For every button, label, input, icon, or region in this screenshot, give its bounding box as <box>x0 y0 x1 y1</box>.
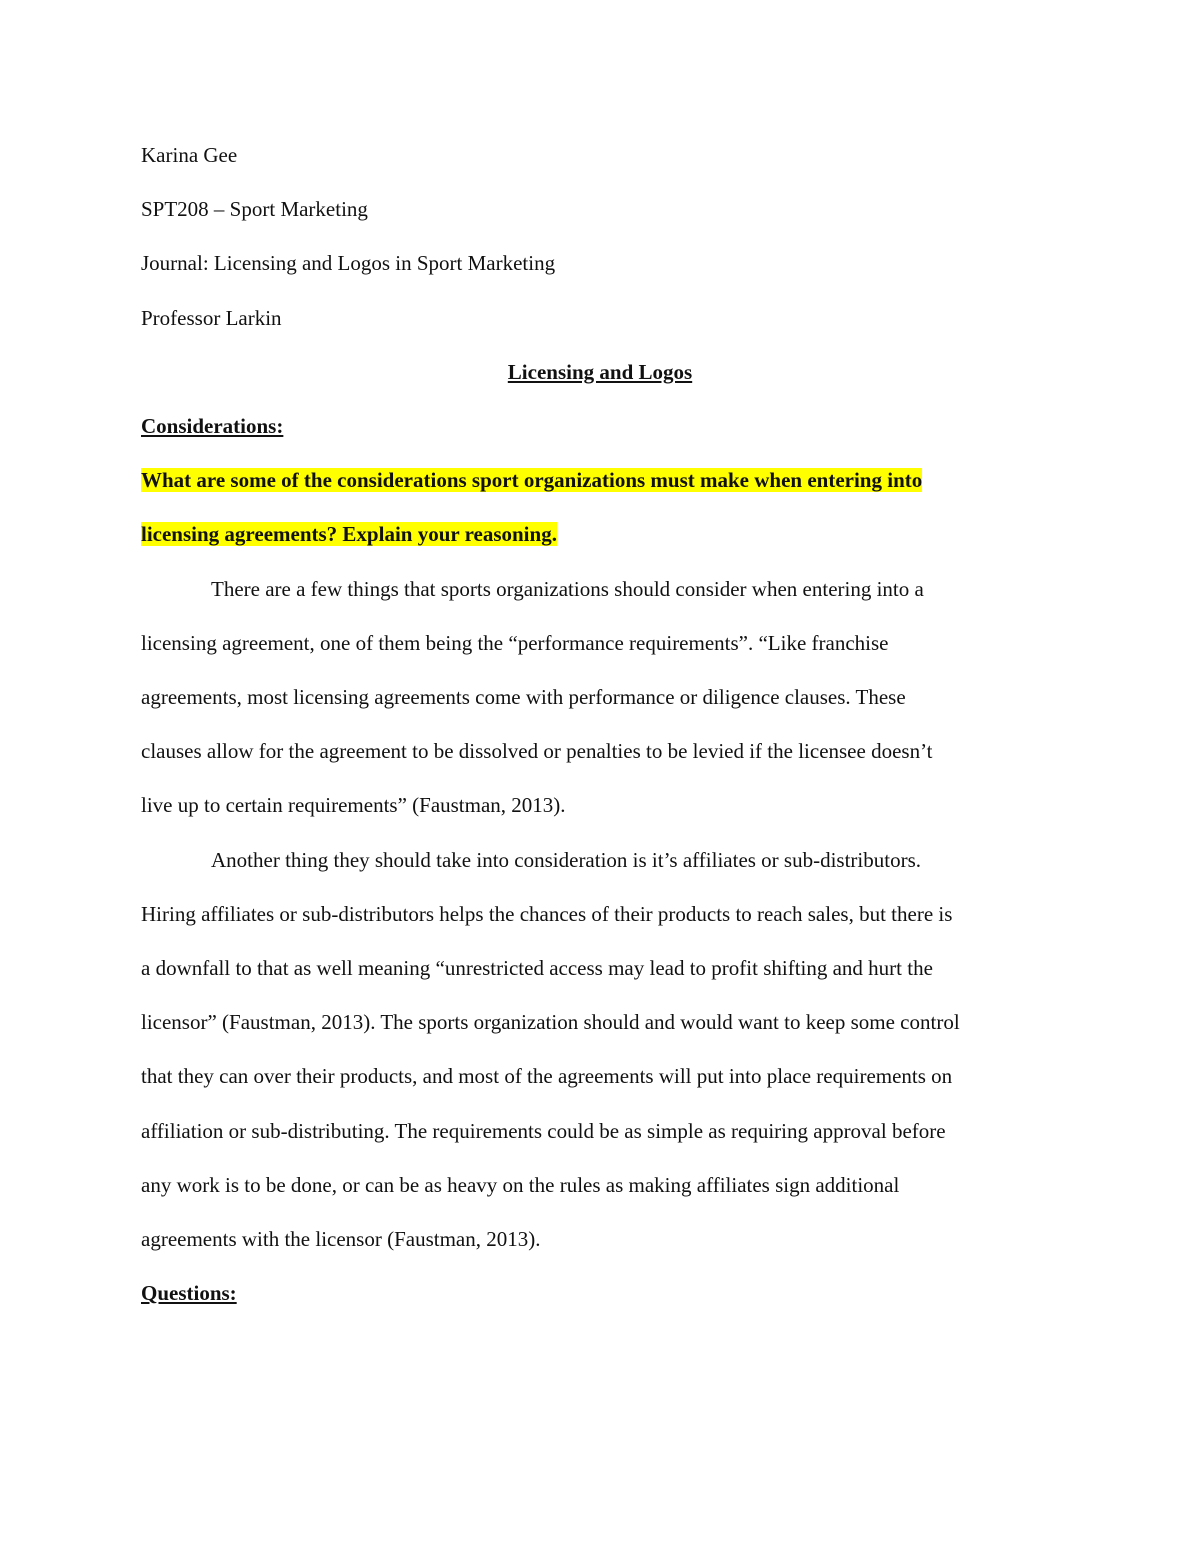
paragraph-line: licensing agreement, one of them being the “performance requirements”. “Like franchise <box>141 630 889 655</box>
paragraph-line: any work is to be done, or can be as heavy on the rules as making affiliates sign additional <box>141 1172 900 1197</box>
professor-name: Professor Larkin <box>141 305 282 330</box>
paragraph-line: Hiring affiliates or sub-distributors helps the chances of their products to reach sales, but there is <box>141 901 953 926</box>
paragraph-line: affiliation or sub-distributing. The requirements could be as simple as requiring approval before <box>141 1118 946 1143</box>
prompt-line-1 <box>141 453 1059 507</box>
paragraph-line: licensor” (Faustman, 2013). The sports organization should and would want to keep some control <box>141 1010 960 1035</box>
paragraph-line: There are a few things that sports organizations should consider when entering into a <box>211 576 924 601</box>
paragraph-line: agreements, most licensing agreements come with performance or diligence clauses. These <box>141 685 906 710</box>
course-name: SPT208 – Sport Marketing <box>141 197 368 222</box>
body-paragraph-2 <box>141 833 1059 1267</box>
highlighted-text: What are some of the considerations sport organizations must make when entering into <box>141 468 923 493</box>
paragraph-line: that they can over their products, and most of the agreements will put into place requirements on <box>141 1064 953 1089</box>
body-paragraph-1 <box>141 562 1059 833</box>
author-name: Karina Gee <box>141 143 238 167</box>
paragraph-line: Another thing they should take into consideration is it’s affiliates or sub-distributors. <box>211 847 922 872</box>
paragraph-line: clauses allow for the agreement to be dissolved or penalties to be levied if the licensee doesn’t <box>141 739 933 764</box>
assignment-name: Journal: Licensing and Logos in Sport Marketing <box>141 251 556 276</box>
highlighted-text: licensing agreements? Explain your reasoning. <box>141 522 557 547</box>
paragraph-line: live up to certain requirements” (Faustman, 2013). <box>141 793 566 818</box>
paragraph-line: agreements with the licensor (Faustman, 2013). <box>141 1227 541 1252</box>
document-title: Licensing and Logos <box>507 359 693 384</box>
prompt-line-2 <box>141 507 1059 561</box>
questions-heading: Questions: <box>141 1281 237 1306</box>
considerations-heading: Considerations: <box>141 414 284 439</box>
paragraph-line: a downfall to that as well meaning “unrestricted access may lead to profit shifting and hurt the <box>141 956 933 981</box>
